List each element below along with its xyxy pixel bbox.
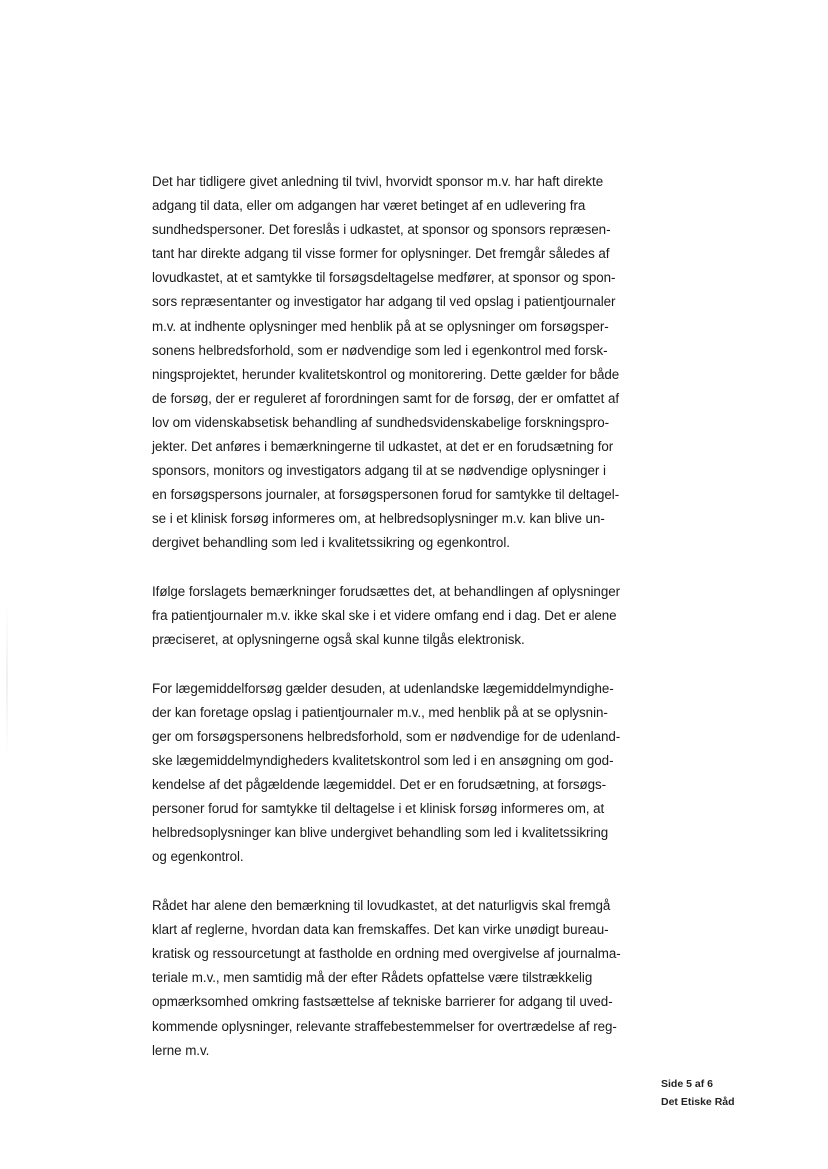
text-line: ske lægemiddelmyndigheders kvalitetskontrol som led i en ansøgning om god- (152, 753, 614, 769)
text-line: teriale m.v., men samtidig må der efter Rådets opfattelse være tilstrækkelig (152, 970, 593, 986)
text-line: dergivet behandling som led i kvalitetssikring og egenkontrol. (152, 535, 510, 551)
text-line: en forsøgspersons journaler, at forsøgspersonen forud for samtykke til deltagel- (152, 487, 620, 503)
paragraph-4 (152, 894, 652, 1063)
text-line: opmærksomhed omkring fastsættelse af tekniske barrierer for adgang til uved- (152, 994, 613, 1010)
text-line: adgang til data, eller om adgangen har været betinget af en udlevering fra (152, 198, 586, 214)
text-line: fra patientjournaler m.v. ikke skal ske i et videre omfang end i dag. Det er alene (152, 608, 617, 624)
text-line: klart af reglerne, hvordan data kan fremskaffes. Det kan virke unødigt bureau- (152, 922, 609, 938)
page-number: Side 5 af 6 (661, 1078, 713, 1090)
text-line: præciseret, at oplysningerne også skal kunne tilgås elektronisk. (152, 632, 525, 648)
text-line: kendelse af det pågældende lægemiddel. Det er en forudsætning, at forsøgs- (152, 777, 607, 793)
text-line: For lægemiddelforsøg gælder desuden, at udenlandske lægemiddelmyndighe- (152, 680, 614, 696)
text-line: m.v. at indhente oplysninger med henblik på at se oplysninger om forsøgsper- (152, 318, 609, 334)
text-line: og egenkontrol. (152, 849, 244, 865)
text-line: kratisk og ressourcetungt at fastholde en ordning med overgivelse af journalma- (152, 946, 621, 962)
text-line: sonens helbredsforhold, som er nødvendige som led i egenkontrol med forsk- (152, 342, 608, 358)
text-line: tant har direkte adgang til visse former for oplysninger. Det fremgår således af (152, 246, 610, 262)
page-footer (661, 1075, 781, 1111)
scan-shadow (6, 600, 8, 760)
text-line: sors repræsentanter og investigator har adgang til ved opslag i patientjournaler (152, 294, 616, 310)
organization-name: Det Etiske Råd (661, 1096, 735, 1108)
text-line: ger om forsøgspersonens helbredsforhold, som er nødvendige for de udenland- (152, 728, 621, 744)
text-line: Rådet har alene den bemærkning til lovudkastet, at det naturligvis skal fremgå (152, 898, 611, 914)
text-line: se i et klinisk forsøg informeres om, at helbredsoplysninger m.v. kan blive un- (152, 511, 605, 527)
text-line: Det har tidligere givet anledning til tvivl, hvorvidt sponsor m.v. har haft direkte (152, 174, 604, 189)
text-line: ningsprojektet, herunder kvalitetskontrol og monitorering. Dette gælder for både (152, 366, 620, 382)
text-line: sundhedspersoner. Det foreslås i udkastet, at sponsor og sponsors repræsen- (152, 222, 611, 238)
text-line: de forsøg, der er reguleret af forordningen samt for de forsøg, der er omfattet af (152, 390, 620, 406)
text-line: jekter. Det anføres i bemærkningerne til udkastet, at det er en forudsætning for (152, 439, 614, 455)
paragraph-1 (152, 170, 652, 556)
text-line: lov om videnskabsetisk behandling af sundhedsvidenskabelige forskningspro- (152, 414, 610, 430)
body-text (152, 170, 652, 1063)
text-line: Ifølge forslagets bemærkninger forudsættes det, at behandlingen af oplysninger (152, 584, 621, 599)
text-line: sponsors, monitors og investigators adgang til at se nødvendige oplysninger i (152, 463, 606, 479)
text-line: helbredsoplysninger kan blive undergivet behandling som led i kvalitetssikring (152, 825, 609, 841)
text-line: kommende oplysninger, relevante straffebestemmelser for overtrædelse af reg- (152, 1018, 617, 1034)
paragraph-2 (152, 580, 652, 652)
text-line: der kan foretage opslag i patientjournaler m.v., med henblik på at se oplysnin- (152, 704, 608, 720)
paragraph-3 (152, 677, 652, 870)
text-line: personer forud for samtykke til deltagelse i et klinisk forsøg informeres om, at (152, 801, 605, 817)
text-line: lovudkastet, at et samtykke til forsøgsdeltagelse medfører, at sponsor og spon- (152, 270, 616, 286)
text-line: lerne m.v. (152, 1042, 210, 1058)
